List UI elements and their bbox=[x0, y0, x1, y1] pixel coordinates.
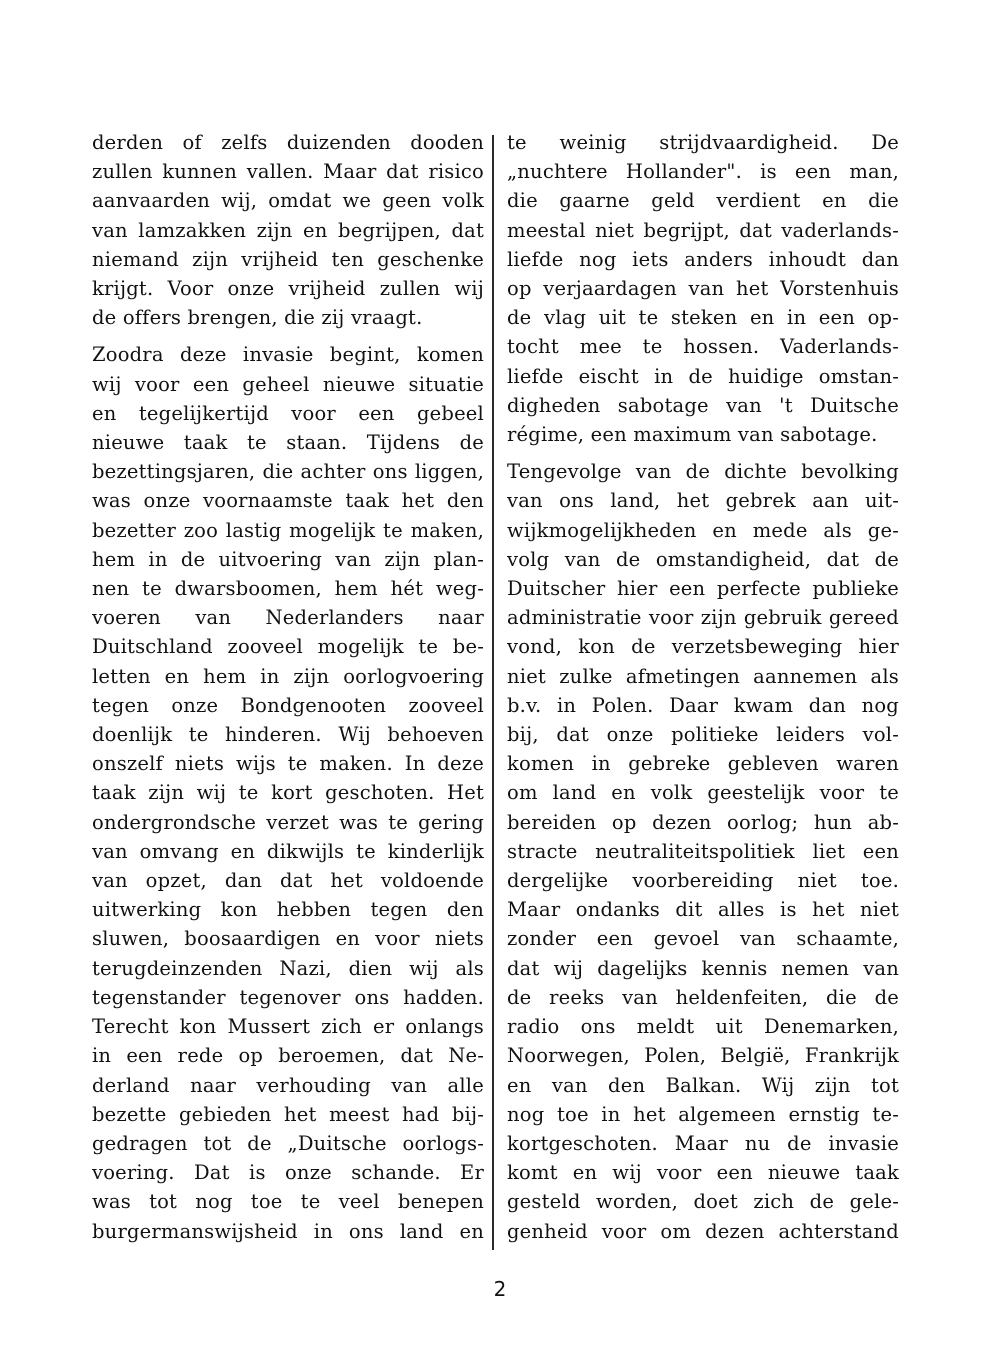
text-line: de offers brengen, die zij vraagt. bbox=[92, 306, 423, 330]
text-line: die gaarne geld verdient en die bbox=[507, 189, 899, 213]
text-line: van ons land, het gebrek aan uit- bbox=[507, 489, 899, 513]
paragraph bbox=[507, 128, 899, 449]
text-line: op verjaardagen van het Vorstenhuis bbox=[507, 277, 899, 301]
text-line: wij voor een geheel nieuwe situatie bbox=[92, 372, 484, 396]
text-line: tocht mee te hossen. Vaderlands- bbox=[507, 335, 899, 359]
text-line: en van den Balkan. Wij zijn tot bbox=[507, 1073, 899, 1097]
text-line: doenlijk te hinderen. Wij behoeven bbox=[92, 723, 484, 747]
text-line: komen in gebreke gebleven waren bbox=[507, 752, 899, 776]
text-line: om land en volk geestelijk voor te bbox=[507, 781, 899, 805]
text-line: dergelijke voorbereiding niet toe. bbox=[507, 869, 899, 893]
text-line: de reeks van heldenfeiten, die de bbox=[507, 985, 899, 1009]
text-line: b.v. in Polen. Daar kwam dan nog bbox=[507, 693, 899, 717]
text-line: Tengevolge van de dichte bevolking bbox=[507, 460, 899, 484]
text-line: van lamzakken zijn en begrijpen, dat bbox=[92, 218, 484, 242]
text-line: digheden sabotage van 't Duitsche bbox=[507, 393, 899, 417]
text-line: taak zijn wij te kort geschoten. Het bbox=[92, 781, 484, 805]
text-line: onszelf niets wijs te maken. In deze bbox=[92, 752, 484, 776]
text-line: krijgt. Voor onze vrijheid zullen wij bbox=[92, 277, 484, 301]
text-line: Duitschland zooveel mogelijk te be- bbox=[92, 635, 484, 659]
text-line: liefde nog iets anders inhoudt dan bbox=[507, 247, 899, 271]
text-line: bij, dat onze politieke leiders vol- bbox=[507, 723, 899, 747]
text-line: sluwen, boosaardigen en voor niets bbox=[92, 927, 484, 951]
text-line: wijkmogelijkheden en mede als ge- bbox=[507, 518, 899, 542]
text-line: meestal niet begrijpt, dat vaderlands- bbox=[507, 218, 899, 242]
text-line: genheid voor om dezen achterstand bbox=[507, 1219, 899, 1243]
text-line: Maar ondanks dit alles is het niet bbox=[507, 898, 899, 922]
text-line: zullen kunnen vallen. Maar dat risico bbox=[92, 160, 484, 184]
text-line: bereiden op dezen oorlog; hun ab- bbox=[507, 810, 899, 834]
text-line: voeren van Nederlanders naar bbox=[92, 606, 484, 630]
text-line: van omvang en dikwijls te kinderlijk bbox=[92, 839, 484, 863]
text-line: nog toe in het algemeen ernstig te- bbox=[507, 1102, 899, 1126]
column-divider bbox=[492, 135, 494, 1250]
text-line: stracte neutraliteitspolitiek liet een bbox=[507, 839, 899, 863]
page-number: 2 bbox=[493, 1277, 507, 1301]
text-line: was onze voornaamste taak het den bbox=[92, 489, 484, 513]
text-line: derden of zelfs duizenden dooden bbox=[92, 131, 484, 154]
text-line: van opzet, dan dat het voldoende bbox=[92, 869, 484, 893]
text-line: régime, een maximum van sabotage. bbox=[507, 423, 878, 447]
text-line: gesteld worden, doet zich de gele- bbox=[507, 1190, 899, 1214]
text-line: ondergrondsche verzet was te gering bbox=[92, 810, 484, 834]
text-line: administratie voor zijn gebruik gereed bbox=[507, 606, 899, 630]
text-line: zonder een gevoel van schaamte, bbox=[507, 927, 899, 951]
text-line: Zoodra deze invasie begint, komen bbox=[92, 343, 484, 367]
text-line: radio ons meldt uit Denemarken, bbox=[507, 1015, 899, 1039]
text-line: derland naar verhouding van alle bbox=[92, 1073, 484, 1097]
text-line: kortgeschoten. Maar nu de invasie bbox=[507, 1131, 899, 1155]
text-line: dat wij dagelijks kennis nemen van bbox=[507, 956, 899, 980]
right-column bbox=[507, 128, 899, 1254]
text-line: aanvaarden wij, omdat we geen volk bbox=[92, 189, 484, 213]
paragraph bbox=[92, 340, 484, 1245]
text-line: letten en hem in zijn oorlogvoering bbox=[92, 664, 484, 688]
text-line: bezetter zoo lastig mogelijk te maken, bbox=[92, 518, 484, 542]
text-line: volg van de omstandigheid, dat de bbox=[507, 547, 899, 571]
text-line: Terecht kon Mussert zich er onlangs bbox=[92, 1015, 484, 1039]
text-line: de vlag uit te steken en in een op- bbox=[507, 306, 899, 330]
text-line: in een rede op beroemen, dat Ne- bbox=[92, 1044, 484, 1068]
text-line: bezettingsjaren, die achter ons liggen, bbox=[92, 460, 484, 484]
left-column bbox=[92, 128, 484, 1254]
text-line: liefde eischt in de huidige omstan- bbox=[507, 364, 899, 388]
text-line: „nuchtere Hollander". is een man, bbox=[507, 160, 899, 184]
text-line: en tegelijkertijd voor een gebeel bbox=[92, 401, 484, 425]
text-line: voering. Dat is onze schande. Er bbox=[92, 1161, 484, 1185]
paragraph bbox=[507, 457, 899, 1245]
text-line: niemand zijn vrijheid ten geschenke bbox=[92, 247, 484, 271]
text-line: komt en wij voor een nieuwe taak bbox=[507, 1161, 899, 1185]
text-line: nen te dwarsboomen, hem hét weg- bbox=[92, 577, 484, 601]
text-line: vond, kon de verzetsbeweging hier bbox=[507, 635, 899, 659]
text-line: bezette gebieden het meest had bij- bbox=[92, 1102, 484, 1126]
text-line: Duitscher hier een perfecte publieke bbox=[507, 577, 899, 601]
text-line: te weinig strijdvaardigheid. De bbox=[507, 131, 899, 154]
text-line: uitwerking kon hebben tegen den bbox=[92, 898, 484, 922]
text-line: terugdeinzenden Nazi, dien wij als bbox=[92, 956, 484, 980]
text-line: niet zulke afmetingen aannemen als bbox=[507, 664, 899, 688]
text-line: burgermanswijsheid in ons land en bbox=[92, 1219, 484, 1243]
text-line: nieuwe taak te staan. Tijdens de bbox=[92, 431, 484, 455]
text-line: tegenstander tegenover ons hadden. bbox=[92, 985, 484, 1009]
text-line: was tot nog toe te veel benepen bbox=[92, 1190, 484, 1214]
text-line: gedragen tot de „Duitsche oorlogs- bbox=[92, 1131, 484, 1155]
text-line: hem in de uitvoering van zijn plan- bbox=[92, 547, 484, 571]
paragraph bbox=[92, 128, 484, 332]
text-line: Noorwegen, Polen, België, Frankrijk bbox=[507, 1044, 899, 1068]
text-line: tegen onze Bondgenooten zooveel bbox=[92, 693, 484, 717]
